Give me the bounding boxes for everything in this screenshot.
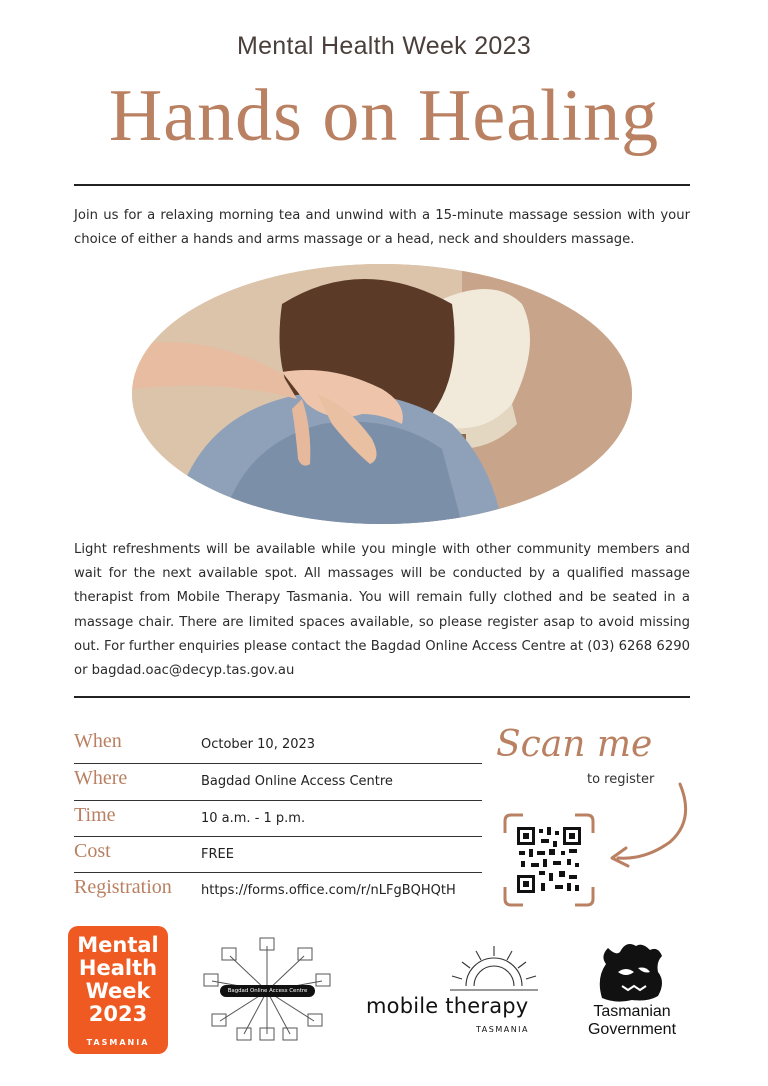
massage-photo bbox=[132, 264, 632, 524]
info-value-cost: FREE bbox=[201, 847, 234, 862]
mhw-logo-line1: Mental bbox=[77, 933, 159, 957]
qr-code[interactable] bbox=[503, 813, 595, 907]
info-row-cost bbox=[74, 838, 482, 875]
intro-paragraph: Join us for a relaxing morning tea and unwind with a 15-minute massage session with your choice of either a hands and arms massage or a head, neck and shoulders massage. bbox=[74, 208, 690, 248]
register-label: to register bbox=[587, 772, 655, 787]
info-row-when bbox=[74, 728, 482, 765]
tas-gov-line2: Government bbox=[587, 1021, 677, 1038]
massage-illustration bbox=[132, 264, 632, 524]
sunrise-icon bbox=[446, 942, 542, 994]
info-row-registration bbox=[74, 874, 482, 911]
tasmanian-government-name bbox=[570, 1003, 694, 1039]
info-divider bbox=[74, 872, 482, 873]
info-label-where: Where bbox=[74, 767, 128, 789]
divider-top bbox=[74, 184, 690, 186]
mobile-therapy-name: mobile therapy bbox=[366, 994, 529, 1018]
info-value-time: 10 a.m. - 1 p.m. bbox=[201, 811, 306, 826]
qr-code-icon bbox=[503, 813, 595, 907]
info-label-when: When bbox=[74, 730, 122, 752]
mhw-logo-line2: Health bbox=[78, 956, 158, 980]
boac-logo-label: Bagdad Online Access Centre bbox=[227, 988, 308, 994]
info-label-cost: Cost bbox=[74, 840, 111, 862]
info-value-when: October 10, 2023 bbox=[201, 737, 316, 752]
mental-health-week-logo bbox=[68, 926, 168, 1054]
event-subtitle: Mental Health Week 2023 bbox=[236, 32, 532, 60]
mobile-therapy-tasmania: TASMANIA bbox=[476, 1025, 530, 1034]
info-row-time bbox=[74, 802, 482, 839]
divider-middle bbox=[74, 696, 690, 698]
mhw-logo-line4: 2023 bbox=[88, 1002, 148, 1026]
info-value-where: Bagdad Online Access Centre bbox=[201, 774, 393, 789]
info-divider bbox=[74, 836, 482, 837]
info-value-registration[interactable]: https://forms.office.com/r/nLFgBQHQtH bbox=[201, 883, 456, 898]
mhw-logo-tasmania: TASMANIA bbox=[86, 1038, 150, 1047]
info-label-time: Time bbox=[74, 804, 116, 826]
scan-me-label: Scan me bbox=[496, 724, 653, 765]
details-paragraph: Light refreshments will be available while you mingle with other community members and wait for the next available spot. All massages will be conducted by a qualified massage therapist from Mobile Therapy Tasmania. You will remain fully clothed and be seated in a massage chair. There are limited spaces available, so please register asap to avoid missing out. For further enquiries please contact the Bagdad Online Access Centre at (03) 6268 6290 or bagdad.oac@decyp.tas.gov.au bbox=[74, 542, 690, 679]
mhw-logo-line3: Week bbox=[85, 979, 151, 1003]
info-divider bbox=[74, 763, 482, 764]
tasmanian-devil-icon bbox=[592, 938, 668, 1004]
info-divider bbox=[74, 800, 482, 801]
event-title: Hands on Healing bbox=[108, 75, 660, 157]
curved-arrow-icon bbox=[600, 780, 695, 870]
info-row-where bbox=[74, 765, 482, 802]
tas-gov-line1: Tasmanian bbox=[593, 1003, 671, 1020]
info-label-registration: Registration bbox=[74, 876, 172, 898]
bagdad-online-access-centre-logo bbox=[200, 936, 335, 1046]
